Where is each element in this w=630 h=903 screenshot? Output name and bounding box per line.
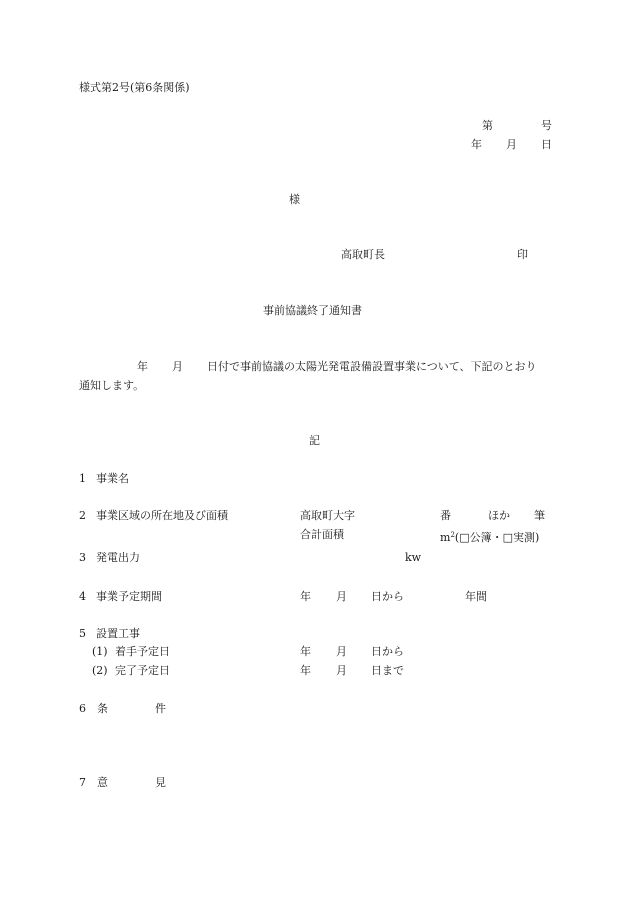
item2-area-label: 合計面積: [300, 528, 344, 541]
item1-label: 事業名: [96, 472, 129, 485]
item3-number: 3: [79, 551, 86, 564]
form-label: 様式第2号(第6条関係): [79, 81, 190, 94]
item4-years: 年間: [465, 590, 487, 603]
item2-area-options: (□公簿・□実測): [454, 531, 540, 544]
seal-mark: 印: [517, 248, 528, 261]
body-year: 年: [137, 360, 148, 373]
item5-sub2-number: (2): [92, 664, 108, 677]
body-month: 月: [172, 360, 183, 373]
item5-label: 設置工事: [96, 627, 140, 640]
item4-month: 月: [336, 590, 347, 603]
date-month: 月: [506, 138, 517, 151]
item5-sub1-year: 年: [300, 645, 311, 658]
item1-number: 1: [79, 472, 86, 485]
item4-label: 事業予定期間: [96, 590, 162, 603]
ki-heading: 記: [309, 434, 320, 447]
item5-sub1-label: 着手予定日: [115, 645, 170, 658]
item5-sub1-number: (1): [92, 645, 108, 658]
item5-sub2-label: 完了予定日: [115, 664, 170, 677]
item2-hitsu: 筆: [534, 509, 545, 522]
item5-sub2-month: 月: [336, 664, 347, 677]
item2-area-unit-m: m: [440, 531, 451, 544]
item4-day-from: 日から: [371, 590, 404, 603]
item2-ban: 番: [440, 509, 451, 522]
item7-label-b: 見: [155, 776, 166, 789]
date-day: 日: [541, 138, 552, 151]
item5-sub2-day: 日まで: [371, 664, 404, 677]
date-year: 年: [471, 138, 482, 151]
item5-sub1-month: 月: [336, 645, 347, 658]
item4-year: 年: [300, 590, 311, 603]
document-title: 事前協議終了通知書: [263, 304, 362, 317]
sender-title: 高取町長: [341, 248, 385, 261]
item2-label: 事業区域の所在地及び面積: [96, 509, 228, 522]
item2-number: 2: [79, 509, 86, 522]
item5-sub1-day: 日から: [371, 645, 404, 658]
item7-label-a: 意: [97, 776, 108, 789]
body-text-line2: 通知します。: [79, 379, 145, 392]
item3-unit: kw: [405, 551, 422, 564]
item4-number: 4: [79, 590, 86, 603]
item5-number: 5: [79, 627, 86, 640]
item3-label: 発電出力: [96, 551, 140, 564]
doc-number-go: 号: [541, 119, 552, 132]
item6-number: 6: [79, 702, 86, 715]
body-text-line1: 日付で事前協議の太陽光発電設備設置事業について、下記のとおり: [207, 360, 537, 373]
item2-area-unit-sup: 2: [450, 531, 455, 539]
doc-number-dai: 第: [482, 119, 493, 132]
item6-label-a: 条: [97, 702, 108, 715]
item7-number: 7: [79, 776, 86, 789]
item2-hoka: ほか: [488, 509, 510, 522]
item5-sub2-year: 年: [300, 664, 311, 677]
item6-label-b: 件: [155, 702, 166, 715]
addressee-suffix: 様: [289, 193, 300, 206]
item2-address-prefix: 高取町大字: [300, 509, 355, 522]
item2-area-unit: [440, 528, 539, 545]
